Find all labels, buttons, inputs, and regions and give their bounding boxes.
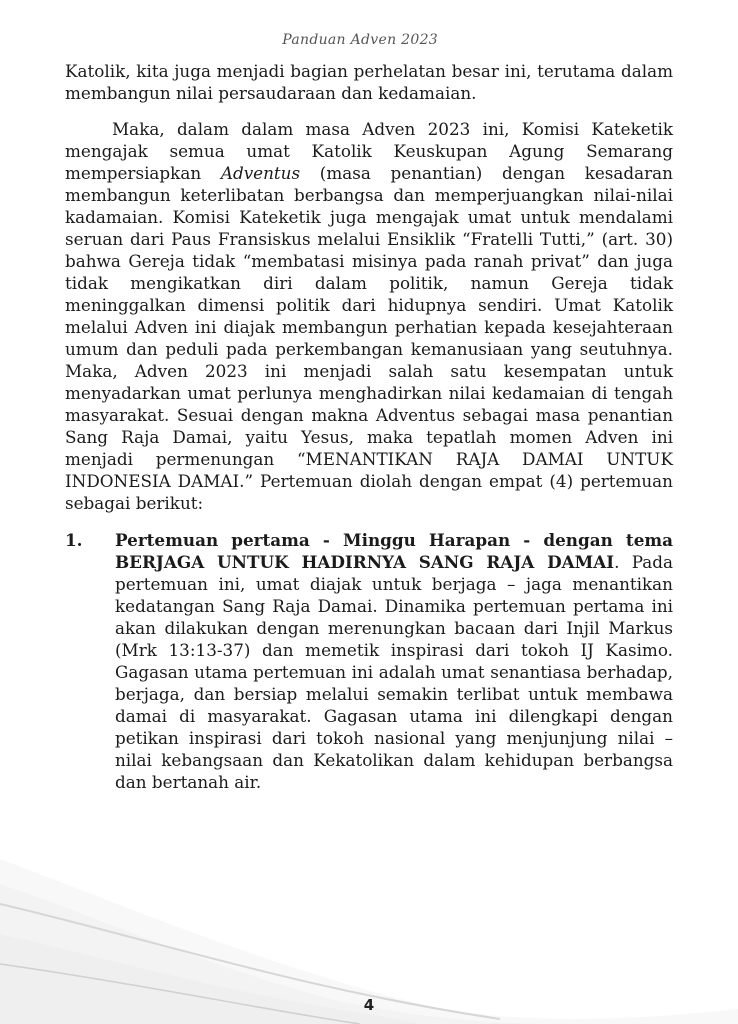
running-header: Panduan Adven 2023 xyxy=(282,32,438,48)
list-item xyxy=(65,529,673,793)
paragraph-main-part2: (masa penantian) dengan kesadaran membangun keterlibatan berbangsa dan memperjuangkan nilai-nilai kadamaian. Komisi Kateketik juga mengajak umat untuk mendalami seruan dari Paus Fransiskus melalui Ensiklik “Fratelli Tutti,” (art. 30) bahwa Gereja tidak “membatasi misinya pada ranah privat” dan juga tidak mengikatkan diri dalam politik, namun Gereja tidak meninggalkan dimensi politik dari hidupnya sendiri. Umat Katolik melalui Adven ini diajak membangun perhatian kepada kesejahteraan umum dan peduli pada perkembangan kemanusiaan yang seutuhnya. Maka, Adven 2023 ini menjadi salah satu kesempatan untuk menyadarkan umat perlunya menghadirkan nilai kedamaian di tengah masyarakat. Sesuai dengan makna Adventus sebagai masa penantian Sang Raja Damai, yaitu Yesus, maka tepatlah momen Adven ini menjadi permenungan “MENANTIKAN RAJA DAMAI UNTUK INDONESIA DAMAI.” Pertemuan diolah dengan empat (4) pertemuan sebagai berikut: xyxy=(65,163,673,513)
decorative-swoosh-background xyxy=(0,764,738,1024)
page-content xyxy=(65,60,673,793)
paragraph-main-part1: Maka, dalam dalam masa Adven 2023 ini, Komisi Kateketik mengajak semua umat Katolik Keuskupan Agung Semarang mempersiapkan xyxy=(65,119,673,183)
list-item-bold-lead: Pertemuan pertama - Minggu Harapan - dengan tema BERJAGA UNTUK HADIRNYA SANG RAJA DAMAI xyxy=(115,530,673,572)
list-item-number: 1. xyxy=(65,530,83,550)
paragraph-continuation: Katolik, kita juga menjadi bagian perhelatan besar ini, terutama dalam membangun nilai persaudaraan dan kedamaian. xyxy=(65,61,673,103)
page-number: 4 xyxy=(363,996,375,1014)
list-item-text: . Pada pertemuan ini, umat diajak untuk berjaga – jaga menantikan kedatangan Sang Raja Damai. Dinamika pertemuan pertama ini akan dilakukan dengan merenungkan bacaan dari Injil Markus (Mrk 13:13-37) dan memetik inspirasi dari tokoh IJ Kasimo. Gagasan utama pertemuan ini adalah umat senantiasa berhadap, berjaga, dan bersiap melalui semakin terlibat untuk membawa damai di masyarakat. Gagasan utama ini dilengkapi dengan petikan inspirasi dari tokoh nasional yang menjunjung nilai – nilai kebangsaan dan Kekatolikan dalam kehidupan berbangsa dan bertanah air. xyxy=(115,552,673,792)
adventus-italic: Adventus xyxy=(220,163,301,183)
list-item-body xyxy=(115,529,673,793)
paragraph-main xyxy=(65,118,673,514)
